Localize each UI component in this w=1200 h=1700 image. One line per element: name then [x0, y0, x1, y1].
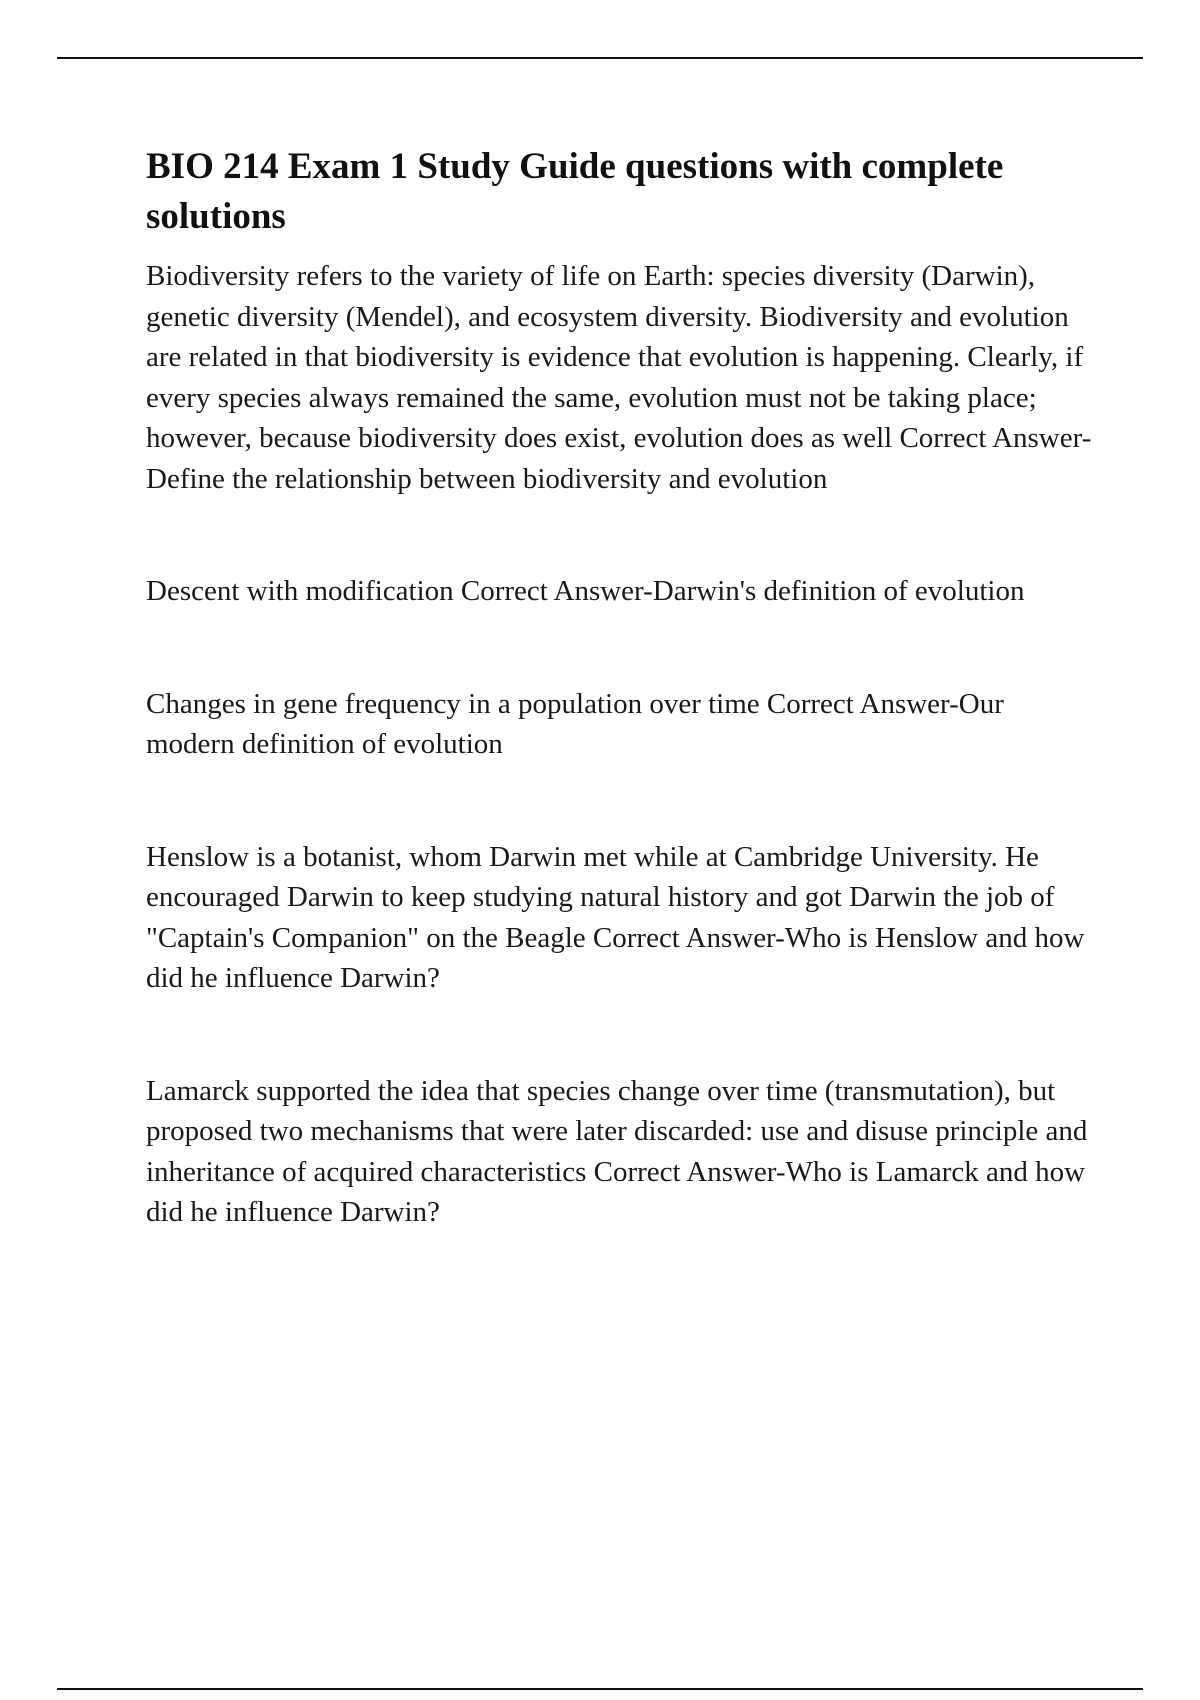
qa-entry-henslow: Henslow is a botanist, whom Darwin met while at Cambridge University. He encouraged Darwin to keep studying natural history and got Darwin the job of "Captain's Companion" on the Beagle Correct Answer-Who is Henslow and how did he influence Darwin?	[146, 840, 1085, 994]
qa-entry-darwin-definition: Descent with modification Correct Answer-Darwin's definition of evolution	[146, 575, 1025, 607]
bottom-divider	[57, 1688, 1143, 1690]
top-divider	[57, 57, 1143, 59]
qa-entry-modern-definition: Changes in gene frequency in a population over time Correct Answer-Our modern definition of evolution	[146, 687, 1004, 760]
document-title: BIO 214 Exam 1 Study Guide questions with complete solutions	[146, 146, 1004, 237]
qa-entry-biodiversity: Biodiversity refers to the variety of life on Earth: species diversity (Darwin), genetic diversity (Mendel), and ecosystem diversity. Biodiversity and evolution are related in that biodiversity is evidence that evolution is happening. Clearly, if every species always remained the same, evolution must not be taking place; however, because biodiversity does exist, evolution does as well Correct Answer-Define the relationship between biodiversity and evolution	[146, 260, 1092, 495]
document-body	[146, 142, 1096, 1233]
qa-entry-lamarck: Lamarck supported the idea that species change over time (transmutation), but proposed two mechanisms that were later discarded: use and disuse principle and inheritance of acquired characteristics Correct Answer-Who is Lamarck and how did he influence Darwin?	[146, 1074, 1088, 1228]
